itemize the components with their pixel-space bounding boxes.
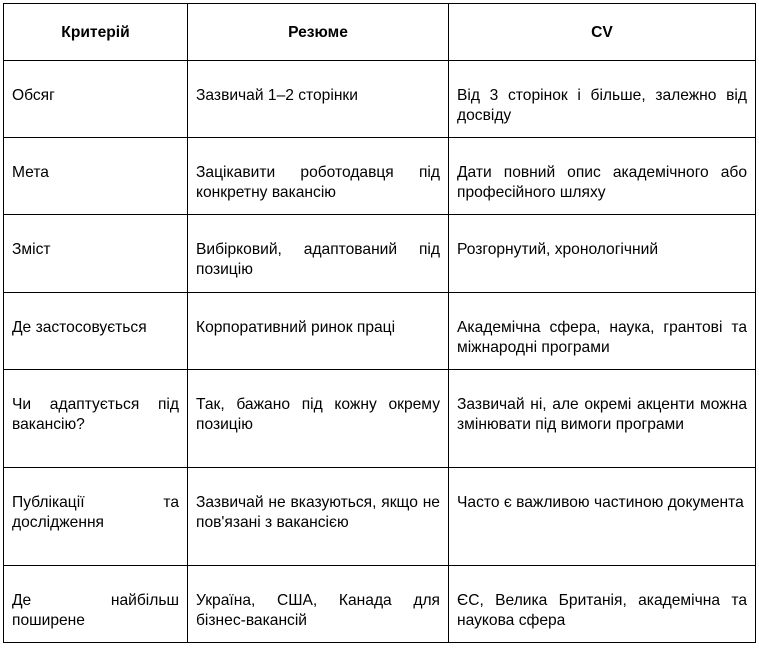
cv-cell: Зазвичай ні, але окремі акценти можна змінювати під вимоги програми <box>449 370 756 468</box>
table-row <box>4 61 756 138</box>
cv-cell: Часто є важливою частиною документа <box>449 468 756 566</box>
criterion-cell: Обсяг <box>4 61 188 138</box>
table-row <box>4 566 756 643</box>
resume-cell: Зацікавити роботодавця під конкретну вакансію <box>188 138 449 215</box>
table-row <box>4 215 756 293</box>
criterion-cell: Публікації та дослідження <box>4 468 188 566</box>
cv-cell: ЄС, Велика Британія, академічна та наукова сфера <box>449 566 756 643</box>
header-criterion: Критерій <box>4 4 188 61</box>
cv-cell: Академічна сфера, наука, грантові та міжнародні програми <box>449 293 756 370</box>
table-row <box>4 293 756 370</box>
resume-cell: Корпоративний ринок праці <box>188 293 449 370</box>
resume-cell: Україна, США, Канада для бізнес-вакансій <box>188 566 449 643</box>
resume-cell: Так, бажано під кожну окрему позицію <box>188 370 449 468</box>
cv-cell: Розгорнутий, хронологічний <box>449 215 756 293</box>
table-row <box>4 370 756 468</box>
comparison-table <box>3 3 756 643</box>
table-header-row <box>4 4 756 61</box>
criterion-cell: Мета <box>4 138 188 215</box>
criterion-cell: Де застосовується <box>4 293 188 370</box>
resume-cell: Вибірковий, адаптований під позицію <box>188 215 449 293</box>
header-cv: CV <box>449 4 756 61</box>
criterion-cell: Де найбільш поширене <box>4 566 188 643</box>
table-row <box>4 468 756 566</box>
resume-cell: Зазвичай не вказуються, якщо не пов'язані з вакансією <box>188 468 449 566</box>
cv-cell: Дати повний опис академічного або професійного шляху <box>449 138 756 215</box>
criterion-cell: Чи адаптується під вакансію? <box>4 370 188 468</box>
criterion-cell: Зміст <box>4 215 188 293</box>
resume-cell: Зазвичай 1–2 сторінки <box>188 61 449 138</box>
table-row <box>4 138 756 215</box>
cv-cell: Від 3 сторінок і більше, залежно від досвіду <box>449 61 756 138</box>
header-resume: Резюме <box>188 4 449 61</box>
